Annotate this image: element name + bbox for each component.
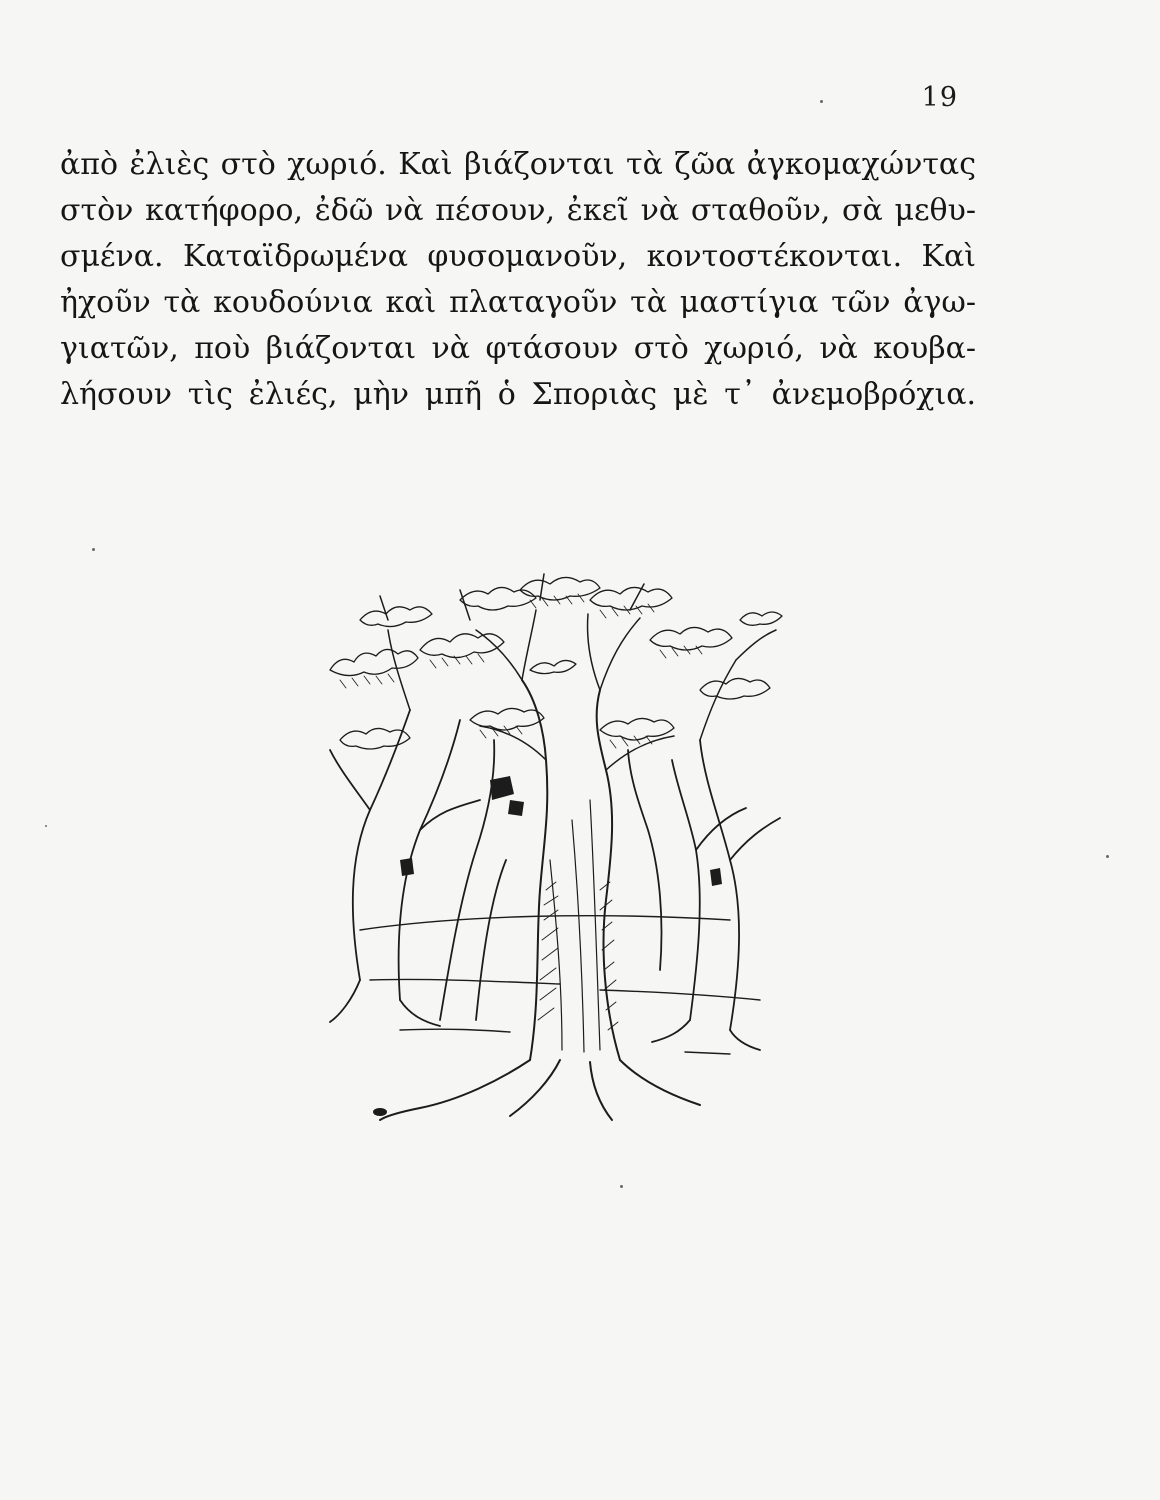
central-trunk [380, 680, 700, 1120]
olive-trees-illustration [300, 560, 820, 1130]
branches [380, 574, 776, 770]
left-tree [330, 710, 506, 1026]
paper-speck [45, 825, 47, 827]
foliage [330, 577, 782, 749]
text-line: ἀπὸ ἐλιὲς στὸ χωριό. Καὶ βιάζονται τὰ ζῶα ἀγκομαχώντας [60, 147, 976, 182]
text-line: ἠχοῦν τὰ κουδούνια καὶ πλαταγοῦν τὰ μαστίγια τῶν ἀγω- [60, 285, 976, 320]
text-line: γιατῶν, ποὺ βιάζονται νὰ φτάσουν στὸ χωριό, νὰ κουβα- [60, 331, 976, 366]
olive-trees-drawing [300, 560, 820, 1130]
text-line: σμένα. Καταϊδρωμένα φυσομανοῦν, κοντοστέκονται. Καὶ [60, 239, 976, 274]
body-text [60, 142, 976, 418]
text-line: λήσουν τὶς ἐλιές, μὴν μπῆ ὁ Σποριὰς μὲ τ᾽ ἀνεμοβρόχια. [60, 377, 976, 412]
text-line: στὸν κατήφορο, ἐδῶ νὰ πέσουν, ἐκεῖ νὰ σταθοῦν, σὰ μεθυ- [60, 193, 976, 228]
dark-accents [373, 776, 722, 1116]
page-number: 19 [921, 82, 958, 113]
paper-speck [92, 548, 95, 551]
paper-speck [620, 1185, 623, 1188]
right-tree [628, 740, 780, 1050]
paper-speck [820, 100, 823, 103]
paper-speck [1106, 855, 1109, 858]
foliage-shading [340, 594, 702, 748]
